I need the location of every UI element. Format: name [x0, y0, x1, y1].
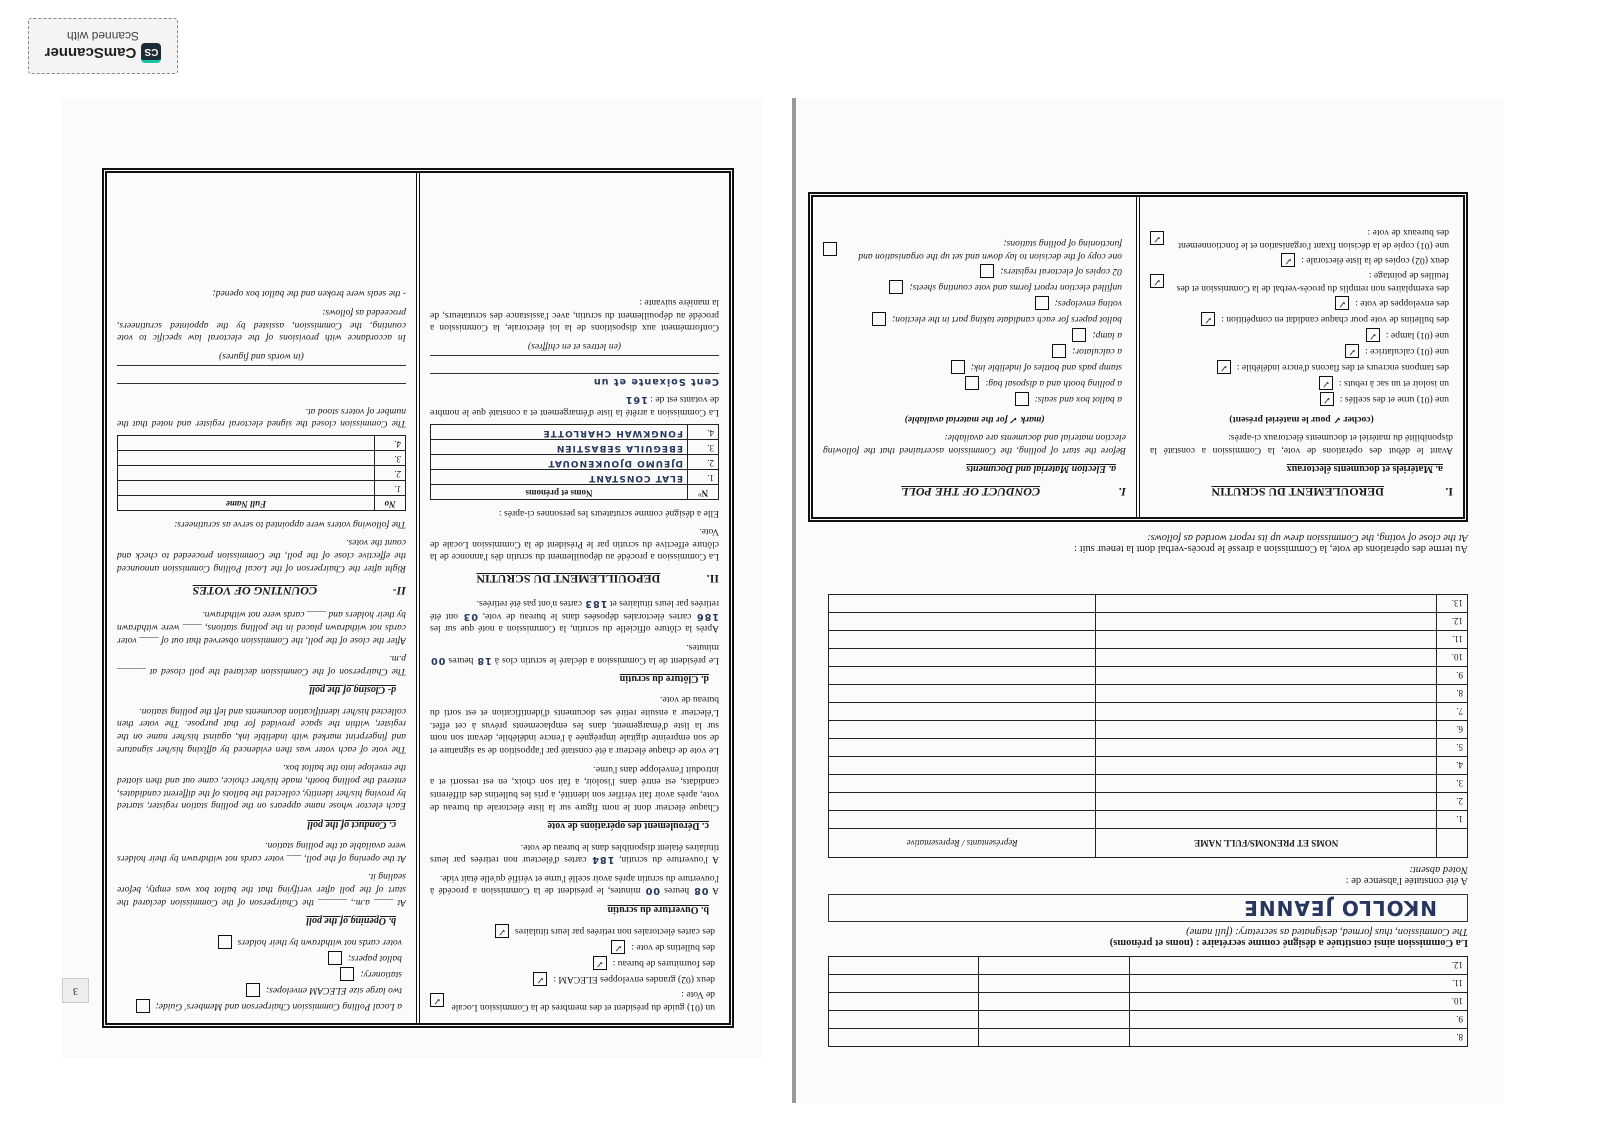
table-row: [829, 811, 1468, 829]
table-row: [431, 454, 719, 469]
name-cell: [979, 957, 1129, 975]
checklist-label: des bulletins de vote pour chaque candidat en compétition :: [1221, 314, 1449, 326]
name-cell: DJEUMO DJOUKENOUAT: [431, 454, 688, 469]
representative-cell: [829, 595, 1096, 613]
text: A l'ouverture du scrutin,: [619, 854, 719, 866]
absence-label-fr: A été constatée l'absence de :: [1345, 875, 1468, 886]
checked-box-icon[interactable]: ✓: [533, 972, 547, 986]
checklist-item: [823, 376, 1122, 390]
checked-box-icon[interactable]: ✓: [1319, 376, 1333, 390]
table-row: [118, 481, 406, 496]
checked-box-icon[interactable]: ✓: [1201, 312, 1215, 326]
closing-hours: 18: [476, 654, 492, 666]
camscanner-logo-icon: CS: [141, 43, 161, 63]
checklist-item: [823, 296, 1122, 310]
col-name: Full Name: [118, 496, 375, 511]
table-row: [829, 1011, 1468, 1029]
opening-hours: 08: [693, 885, 709, 897]
checklist-label: une (01) lampe :: [1385, 330, 1449, 342]
empty-checkbox-icon[interactable]: [823, 242, 837, 256]
checklist-label: one copy of the decision to lay down and set up the organisation and functioning of polling stations;: [858, 238, 1122, 263]
checklist-label: des bulletins de vote :: [631, 942, 715, 954]
closing-time-fr: [430, 640, 719, 665]
table-row: [829, 975, 1468, 993]
representative-cell: [829, 721, 1096, 739]
row-number: 4.: [375, 436, 406, 451]
counting-p1-en: Right after the Chairperson of the Local Polling Commission announced the effective close of the poll, the Commission proceeded to check and count the votes.: [117, 537, 406, 574]
col-name: Noms et prénoms: [431, 484, 688, 499]
empty-checkbox-icon[interactable]: [340, 967, 354, 981]
cards-remaining: 183: [584, 597, 608, 609]
checklist-item: [823, 264, 1122, 278]
section-number: II-: [392, 583, 406, 598]
closing-heading-en: Closing of the poll: [309, 684, 386, 696]
empty-checkbox-icon[interactable]: [328, 951, 342, 965]
right-page-body: [823, 192, 1468, 1047]
name-cell: [1096, 721, 1437, 739]
heading-en: CONDUCT OF THE POLL: [901, 485, 1041, 499]
row-number: 1.: [688, 469, 719, 484]
representative-cell: [829, 649, 1096, 667]
row-number: 13.: [1437, 595, 1468, 613]
checked-box-icon[interactable]: ✓: [593, 956, 607, 970]
name-cell: [118, 481, 375, 496]
absence-label-en: Noted absent:: [1409, 864, 1468, 875]
page-number: 3: [62, 978, 89, 1003]
row-number: 9.: [1437, 667, 1468, 685]
representative-cell: [829, 775, 1096, 793]
table-row: [118, 451, 406, 466]
cards-deposited: 186: [695, 610, 719, 622]
name-cell: [1096, 757, 1437, 775]
checklist-item: [1150, 344, 1449, 358]
row-number: 8.: [1437, 685, 1468, 703]
name-cell: [1096, 703, 1437, 721]
scrutineers-table-fr: [430, 424, 719, 500]
name-cell: EBEGUILA SEBASTIEN: [431, 439, 688, 454]
checklist-item: [1150, 376, 1449, 390]
checked-box-icon[interactable]: ✓: [1150, 231, 1164, 245]
blank-line: [117, 365, 406, 380]
checklist-item: [430, 972, 715, 986]
checked-box-icon[interactable]: ✓: [1150, 274, 1164, 288]
checklist-label: une (01) urne et des scellés :: [1339, 394, 1449, 406]
representative-cell: [829, 793, 1096, 811]
left-page-frame: [102, 168, 734, 1028]
name-cell: [1096, 739, 1437, 757]
name-cell: [1096, 649, 1437, 667]
checklist-label: stamp pads and bottles of indelible ink;: [970, 362, 1122, 374]
col-full-name: NOMS ET PRENOMS/FULL NAME: [1096, 829, 1437, 858]
counting-p2-en: The following voters were appointed to serve as scrutineers:: [174, 518, 406, 530]
section-letter: c.: [702, 819, 709, 831]
checklist-label: des enveloppes de vote :: [1355, 298, 1449, 310]
checklist-label: voting envelopes;: [1054, 298, 1122, 310]
section-letter: d-: [387, 684, 396, 696]
table-row: [431, 439, 719, 454]
conduct-heading-en: Conduct of the poll: [307, 818, 387, 830]
checklist-item: [823, 280, 1122, 294]
checklist-label: deux (02) copies de la liste électorale :: [1301, 255, 1449, 267]
section-letter: a.: [1108, 463, 1116, 475]
name-cell: [1096, 631, 1437, 649]
row-number: 6.: [1437, 721, 1468, 739]
counting-p5-en: - the seals were broken and the ballot box opened;: [212, 288, 406, 300]
empty-checkbox-icon[interactable]: [965, 376, 979, 390]
voters-figure: 161: [624, 394, 648, 406]
empty-checkbox-icon[interactable]: [1072, 328, 1086, 342]
table-row: [829, 793, 1468, 811]
empty-checkbox-icon[interactable]: [1015, 392, 1029, 406]
materials-list-fr: [430, 924, 719, 1013]
section-letter: d.: [700, 672, 709, 684]
english-column: [107, 173, 420, 1023]
checklist-item: [1150, 269, 1449, 294]
section-letter: b.: [700, 903, 709, 915]
table-row: [829, 595, 1468, 613]
representative-cell: [829, 993, 979, 1011]
name-cell: [1096, 775, 1437, 793]
text: cartes électorales déposées dans le bureau de vote,: [482, 610, 692, 622]
row-number: 9.: [1129, 1011, 1467, 1029]
checklist-label: un isoloir et un sac à rebuts :: [1338, 378, 1449, 390]
checklist-label: une (01) calculatrice :: [1365, 346, 1449, 358]
scanned-with-label: Scanned with: [66, 29, 140, 43]
text: cartes d'électeur non retirées par leurs titulaires étaient disponibles dans le bureau de vote.: [429, 841, 719, 866]
report-intro-fr: Au terme des opérations de vote, la Commission a dressé le procès-verbal dont la teneur suit :: [1074, 543, 1468, 554]
camscanner-brand: CamScanner: [44, 44, 137, 62]
conduct-p1-en: Each elector whose name appears on the polling station register, started by proving his/her identity, collected the ballots of the different candidates, entered the polling booth, made his/her choice, came out and then slotted the envelope into the ballot box.: [117, 762, 406, 812]
checklist-item: [430, 940, 715, 954]
checklist-label: deux (02) grandes enveloppes ELECAM :: [553, 974, 715, 986]
text: heures: [664, 885, 690, 897]
checklist-item: [117, 951, 402, 965]
voters-text-fr: [430, 393, 719, 418]
counting-p1-fr: La Commission a procédé au dépouillement du scrutin dès l'annonce de la clôture effective du scrutin par le Président de la Commission Locale de Vote.: [430, 526, 719, 563]
section-letter: a.: [1435, 463, 1443, 475]
representative-cell: [829, 811, 1096, 829]
name-cell: [1096, 595, 1437, 613]
secretary-label-fr: La Commission ainsi constituée a désigné comme secrétaire : (noms et prénoms): [1109, 937, 1468, 948]
table-row: [829, 649, 1468, 667]
english-column: [813, 197, 1140, 517]
name-cell: [118, 451, 375, 466]
name-cell: [1096, 613, 1437, 631]
row-number: 3.: [375, 451, 406, 466]
checklist-label: ballot papers;: [347, 953, 402, 965]
counting-heading-en: COUNTING OF VOTES: [192, 583, 318, 598]
checklist-item: [117, 983, 402, 997]
table-row: [829, 1029, 1468, 1047]
row-number: 10.: [1437, 649, 1468, 667]
opening-p1-en: At ____ a.m., ______ the Chairperson of the Commission declared the start of the poll after verifying that the ballot box was empty, before sealing it.: [117, 871, 406, 908]
empty-checkbox-icon[interactable]: [1035, 296, 1049, 310]
members-table-continued: [828, 956, 1468, 1047]
checklist-item: [823, 237, 1122, 262]
empty-checkbox-icon[interactable]: [889, 280, 903, 294]
name-cell: [979, 993, 1129, 1011]
closing-minutes: 00: [430, 654, 446, 666]
row-number: 12.: [1437, 613, 1468, 631]
counting-p4-fr: Conformément aux dispositions de la loi électorale, la Commission a procédé au dépouillement du scrutin, avec l'assistance des scrutateurs, de la manière suivante :: [430, 296, 719, 334]
checklist-item: [430, 988, 715, 1013]
cards-not-withdrawn-open: 184: [591, 854, 615, 866]
checklist-item: [1150, 392, 1449, 406]
heading-fr: DEROULEMENT DU SCRUTIN: [1211, 485, 1384, 499]
checklist-item: [430, 956, 715, 970]
table-row: [829, 703, 1468, 721]
checklist-item: [117, 935, 402, 949]
empty-checkbox-icon[interactable]: [246, 983, 260, 997]
checklist-item: [1150, 253, 1449, 267]
checklist-label: des tampons encreurs et des flacons d'encre indélébile :: [1236, 362, 1449, 374]
representative-cell: [829, 703, 1096, 721]
opening-heading-en: Opening of the poll: [306, 915, 386, 926]
table-row: [829, 957, 1468, 975]
checklist-label: des exemplaires non remplis du procès-verbal de la Commission et des feuilles de pointage :: [1176, 270, 1449, 295]
closing-cards-fr: [430, 596, 719, 634]
subheading-fr: Matériels et documents électoraux: [1286, 463, 1433, 475]
checklist-item: [823, 312, 1122, 326]
table-row: [431, 424, 719, 439]
text: Le président de la Commission a déclaré le scrutin clos à: [494, 654, 719, 666]
representative-cell: [829, 957, 979, 975]
counting-p4-en: In accordance with provisions of the electoral law specific to vote counting, the Commission, assisted by the appointed scrutineers, proceeded as follows:: [117, 306, 406, 344]
row-number: 2.: [1437, 793, 1468, 811]
checked-box-icon[interactable]: ✓: [430, 993, 444, 1007]
checked-box-icon[interactable]: ✓: [1281, 253, 1295, 267]
conduct-p1-fr: Chaque électeur dont le nom figure sur la liste électorale du bureau de vote, après avoir fait vérifier son identité, a pris les bulletins des différents candidats, est entré dans l'isoloir, a fait son choix, en est ressorti et a introduit l'enveloppe dans l'urne.: [430, 763, 719, 813]
name-cell: [1096, 793, 1437, 811]
checklist-label: une (01) copie de la décision fixant l'organisation et le fonctionnement des bureaux de vote :: [1178, 227, 1449, 251]
materials-list-en: [117, 935, 406, 1013]
checklist-label: a ballot box and seals:: [1034, 394, 1122, 406]
table-row: [829, 775, 1468, 793]
text: A: [712, 885, 719, 897]
checklist-label: un (01) guide du président et des membres de la Commission Locale de Vote :: [451, 989, 715, 1013]
conduct-heading-fr: Déroulement des opérations de vote: [547, 819, 700, 831]
checklist-item: [1150, 296, 1449, 310]
secretary-label-en: The Commission, thus formed, designated as secretary: (full name): [1186, 926, 1468, 937]
row-number: 5.: [1437, 739, 1468, 757]
table-row: [829, 667, 1468, 685]
empty-checkbox-icon[interactable]: [218, 935, 232, 949]
col-no: N°: [688, 484, 719, 499]
french-column: [1140, 197, 1463, 517]
representative-cell: [829, 757, 1096, 775]
counting-heading-fr: DEPOUILLEMENT DU SCRUTIN: [476, 572, 661, 587]
name-cell: FONGKWAH CHARLOTTE: [431, 424, 688, 439]
checked-box-icon[interactable]: ✓: [1217, 360, 1231, 374]
row-number: 12.: [1129, 957, 1467, 975]
text: heures: [448, 654, 474, 666]
table-row: [829, 631, 1468, 649]
text: ont été retirées par leurs titulaires et: [429, 597, 719, 622]
row-number: 1.: [1437, 811, 1468, 829]
checklist-label: a polling booth and a disposal bag:: [985, 378, 1122, 390]
col-representative: Représentants / Representative: [829, 829, 1096, 858]
name-cell: [118, 436, 375, 451]
representative-cell: [829, 975, 979, 993]
table-row: [829, 721, 1468, 739]
closing-p2-en: After the close of the poll, the Commission observed that out of ____ voter cards not withdrawn placed in the polling stations, ____ were withdrawn by their holders and ____ cards were not withdrawn.: [117, 609, 406, 646]
checklist-label: 02 copies of electoral registers;: [1000, 266, 1122, 278]
row-number: 2.: [375, 466, 406, 481]
section-number: I.: [1118, 485, 1126, 499]
checklist-label: a calculator;: [1072, 346, 1122, 358]
section-letter: c.: [389, 818, 396, 830]
opening-minutes: 00: [644, 885, 661, 897]
section-letter: b.: [388, 915, 396, 926]
col-no: No: [375, 496, 406, 511]
words-note-en: (in words and figures): [219, 350, 304, 362]
empty-checkbox-icon[interactable]: [872, 312, 886, 326]
text: cartes n'ont pas été retirées.: [476, 597, 582, 609]
intro-fr: Avant le début des opérations de vote, la Commission a constaté la disponibilité du matériel et documents électoraux ci-après:: [1150, 432, 1453, 456]
closing-p1-en: The Chairperson of the Commission declared the poll closed at ______ p.m.: [117, 653, 406, 677]
checklist-item: [823, 360, 1122, 374]
name-cell: [118, 466, 375, 481]
cards-withdrawn: 03: [462, 610, 478, 622]
name-cell: [979, 1011, 1129, 1029]
table-row: [829, 757, 1468, 775]
materials-checklist-fr: [1150, 225, 1453, 406]
checked-box-icon[interactable]: ✓: [495, 924, 509, 938]
representative-cell: [829, 1029, 979, 1047]
scrutineers-table-en: [117, 435, 406, 511]
representative-cell: [829, 631, 1096, 649]
row-number: 11.: [1129, 975, 1467, 993]
checklist-item: [1150, 312, 1449, 326]
opening-text-fr: [430, 871, 719, 896]
opening-cards-fr: [430, 840, 719, 865]
checklist-item: [117, 999, 402, 1013]
name-cell: [1096, 667, 1437, 685]
row-number: 3.: [1437, 775, 1468, 793]
row-number: 7.: [1437, 703, 1468, 721]
text: Après la clôture officielle du scrutin, la Commission a noté que sur les: [430, 623, 719, 635]
col-no: [1437, 829, 1468, 858]
counting-p2-fr: Elle a désigné comme scrutateurs les personnes ci-après :: [498, 507, 719, 519]
blank-line: [430, 355, 719, 370]
checklist-item: [823, 392, 1122, 406]
section-number: I.: [1445, 485, 1453, 499]
checked-box-icon[interactable]: ✓: [611, 940, 625, 954]
blank-line: [117, 383, 406, 398]
row-number: 1.: [375, 481, 406, 496]
text: minutes, le président de la Commission a procédé à l'ouverture du scrutin après avoir scellé l'urne et vérifié qu'elle était vide.: [430, 872, 719, 897]
checklist-label: des fournitures de bureau :: [612, 958, 715, 970]
left-page: [62, 98, 762, 1058]
absence-table: [828, 594, 1468, 858]
table-row: [829, 685, 1468, 703]
table-row: [829, 739, 1468, 757]
checklist-item: [823, 344, 1122, 358]
table-row: [829, 613, 1468, 631]
note-fr: (cocher ✓ pour le matériel présent): [1229, 413, 1374, 425]
words-note-fr: (en lettres et en chiffres): [527, 340, 622, 352]
empty-checkbox-icon[interactable]: [951, 360, 965, 374]
conduct-frame: [808, 192, 1468, 522]
secretary-name-field: NKOLLO JEANNE: [828, 894, 1468, 922]
row-number: 10.: [1129, 993, 1467, 1011]
name-cell: ELAT CONSTANT: [431, 469, 688, 484]
checklist-label: ballot papers for each candidate taking part in the election;: [892, 314, 1122, 326]
checklist-label: a Local Polling Commission Chairperson and Members' Guide;: [155, 1001, 402, 1013]
conduct-p2-en: The vote of each voter was then evidenced by affixing his/her signature and fingerprint marked with indelible ink, against his/her name on the register, within the space provided for that purpose. The voter then collected his/her identification documents and left the polling station.: [117, 705, 406, 755]
french-column: [420, 173, 729, 1023]
row-number: 4.: [688, 424, 719, 439]
table-row: [118, 436, 406, 451]
table-row: [829, 993, 1468, 1011]
checklist-item: [117, 967, 402, 981]
checklist-label: unfilled election report forms and vote counting sheets;: [909, 282, 1122, 294]
name-cell: [979, 1029, 1129, 1047]
empty-checkbox-icon[interactable]: [1052, 344, 1066, 358]
right-page: [792, 98, 1504, 1103]
opening-p2-en: At the opening of the poll, ___ voter cards not withdrawn by their holders were available at the polling station.: [117, 840, 406, 864]
name-cell: [1096, 811, 1437, 829]
section-number: II.: [706, 572, 719, 587]
checklist-item: [430, 924, 715, 938]
representative-cell: [829, 667, 1096, 685]
note-en: (mark ✓ for the material available): [904, 413, 1045, 425]
representative-cell: [829, 739, 1096, 757]
name-cell: [1096, 685, 1437, 703]
row-number: 3.: [688, 439, 719, 454]
subheading-en: Election Material and Documents: [966, 463, 1106, 475]
checklist-item: [1150, 360, 1449, 374]
counting-p3-en: The Commission closed the signed electoral register and noted that the number of voters stood at.: [117, 405, 406, 430]
voters-words: Cent Soixante et un: [430, 373, 719, 387]
checklist-item: [823, 328, 1122, 342]
row-number: 2.: [688, 454, 719, 469]
materials-checklist-en: [823, 237, 1126, 406]
checklist-item: [1150, 225, 1449, 250]
conduct-p2-fr: Le vote de chaque électeur a été constaté par l'apposition de sa signature et de son empreinte digitale imprégnée à l'encre indélébile, devant son nom sur la liste d'émargement, dans les emplacements prévus à cet effet. L'électeur a ensuite retiré ses documents d'identification et est sorti du bureau de vote.: [430, 694, 719, 757]
row-number: 8.: [1129, 1029, 1467, 1047]
checklist-label: a lamp;: [1092, 330, 1122, 342]
checklist-label: two large size ELECAM envelopes;: [265, 985, 402, 997]
text: La Commission a arrêté la liste d'émargement et a constaté que le nombre de votants est de :: [430, 394, 719, 418]
opening-heading-fr: Ouverture du scrutin: [607, 903, 699, 915]
empty-checkbox-icon[interactable]: [136, 999, 150, 1013]
table-row: [118, 466, 406, 481]
report-intro-en: At the close of voting, the Commission drew up its report worded as follows:: [1147, 532, 1468, 543]
row-number: 11.: [1437, 631, 1468, 649]
closing-heading-fr: Clôture du scrutin: [619, 672, 699, 684]
checked-box-icon[interactable]: ✓: [1345, 344, 1359, 358]
representative-cell: [829, 685, 1096, 703]
table-row: [431, 469, 719, 484]
name-cell: [979, 975, 1129, 993]
representative-cell: [829, 613, 1096, 631]
checklist-label: voter cards not withdrawn by their holders: [237, 937, 402, 949]
text: minutes.: [686, 641, 719, 653]
checklist-item: [1150, 328, 1449, 342]
row-number: 4.: [1437, 757, 1468, 775]
checked-box-icon[interactable]: ✓: [1366, 328, 1380, 342]
checked-box-icon[interactable]: ✓: [1335, 296, 1349, 310]
checklist-label: stationery;: [360, 969, 402, 981]
intro-en: Before the start of polling, the Commission ascertained that the following election material and documents are available:: [823, 432, 1126, 456]
empty-checkbox-icon[interactable]: [980, 264, 994, 278]
checked-box-icon[interactable]: ✓: [1320, 392, 1334, 406]
representative-cell: [829, 1011, 979, 1029]
camscanner-badge: [28, 18, 178, 74]
checklist-label: des cartes électorales non retirées par leurs titulaires: [514, 926, 715, 938]
